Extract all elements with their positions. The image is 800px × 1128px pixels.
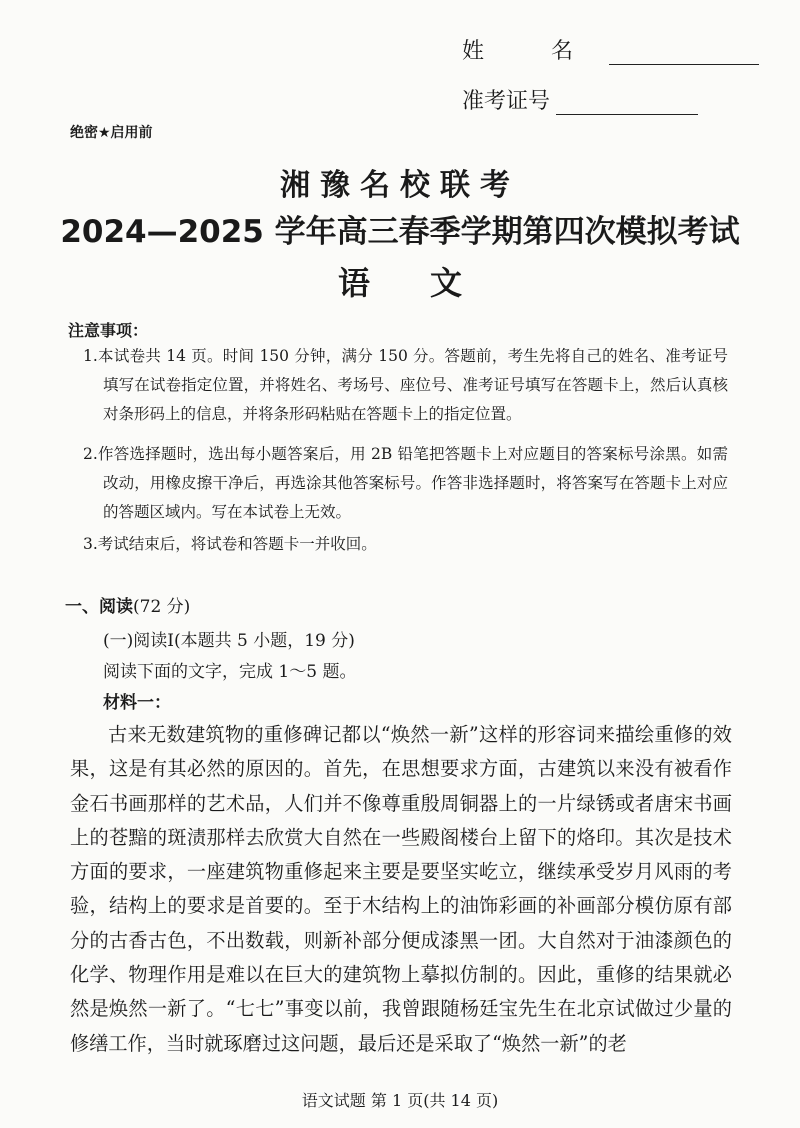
ticket-number-blank-line[interactable] (556, 88, 698, 115)
section-title: 一、阅读 (65, 597, 133, 617)
ticket-number-field[interactable] (462, 84, 698, 115)
notice-item: 3.考试结束后，将试卷和答题卡一并收回。 (83, 535, 377, 553)
notice-heading: 注意事项： (68, 321, 149, 340)
secret-mark: 绝密★启用前 (70, 125, 153, 141)
material-paragraph: 古来无数建筑物的重修碑记都以“焕然一新”这样的形容词来描绘重修的效果，这是有其必然的原因的。首先，在思想要求方面，古建筑以来没有被看作金石书画那样的艺术品，人们并不像尊重殷周铜器上的一片绿锈或者唐宋书画上的苍黯的斑渍那样去欣赏大自然在一些殿阁楼台上留下的烙印。其次是技术方面的要求，一座建筑物重修起来主要是要坚实屹立，继续承受岁月风雨的考验，结构上的要求是首要的。至于木结构上的油饰彩画的补画部分模仿原有部分的古香古色，不出数载，则新补部分便成漆黑一团。大自然对于油漆颜色的化学、物理作用是难以在巨大的建筑物上摹拟仿制的。因此，重修的结果就必然是焕然一新了。“七七”事变以前，我曾跟随杨廷宝先生在北京试做过少量的修缮工作，当时就琢磨过这问题，最后还是采取了“焕然一新”的老 (70, 723, 732, 1055)
name-blank-line[interactable] (609, 38, 759, 65)
section-heading (65, 592, 190, 617)
ticket-number-label: 准考证号 (462, 89, 551, 114)
subject-title: 语文 (337, 264, 522, 302)
name-label: 姓 名 (462, 39, 603, 64)
notice-item: 1.本试卷共 14 页。时间 150 分钟，满分 150 分。答题前，考生先将自己的姓名、准考证号填写在试卷指定位置，并将姓名、考场号、座位号、准考证号填写在答题卡上，然后认真核对条形码上的信息，并将条形码粘贴在答题卡上的指定位置。 (83, 347, 728, 423)
notice-item: 2.作答选择题时，选出每小题答案后，用 2B 铅笔把答题卡上对应题目的答案标号涂黑。如需改动，用橡皮擦干净后，再选涂其他答案标号。作答非选择题时，将答案写在答题卡上对应的答题区域内。写在本试卷上无效。 (83, 445, 728, 521)
page-footer: 语文试题 第 1 页(共 14 页) (301, 1091, 499, 1110)
exam-union-title: 湘豫名校联考 (280, 168, 520, 203)
exam-session-title: 2024—2025 学年高三春季学期第四次模拟考试 (60, 214, 740, 250)
reading-instruction: 阅读下面的文字，完成 1～5 题。 (103, 662, 357, 682)
subsection-heading: (一)阅读Ⅰ(本题共 5 小题，19 分) (103, 631, 355, 651)
material-label: 材料一： (103, 693, 171, 713)
section-score: (72 分) (133, 597, 191, 617)
name-field[interactable] (462, 34, 759, 65)
